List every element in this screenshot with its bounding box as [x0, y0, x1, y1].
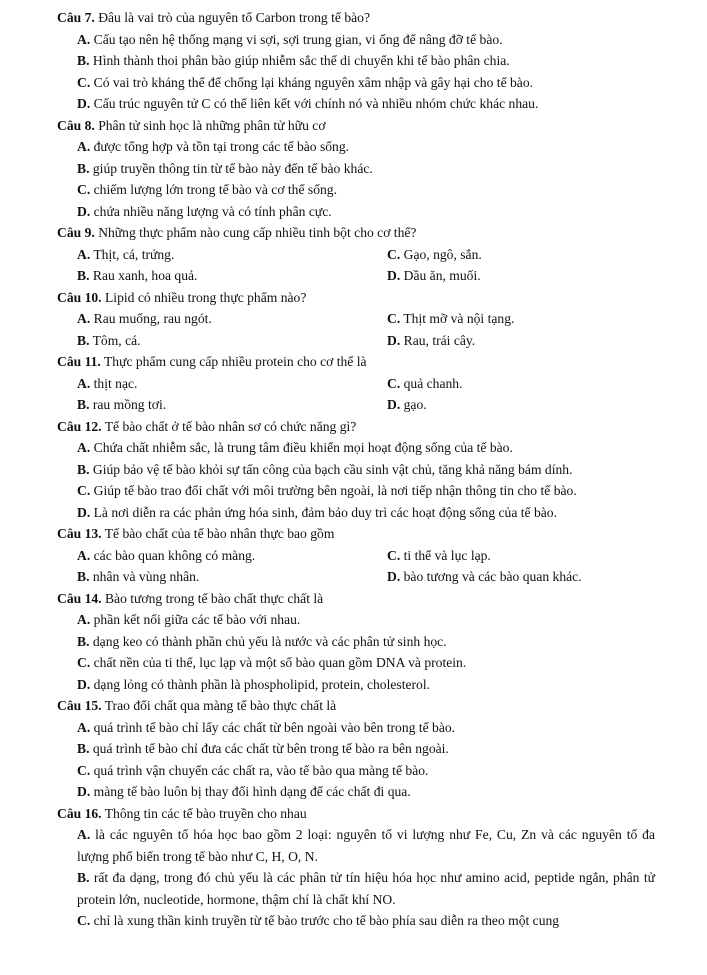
answer-option — [0, 437, 707, 459]
option-letter: A. — [77, 31, 91, 47]
question-number: Câu 10. — [57, 289, 102, 305]
option-text: là các nguyên tố hóa học bao gồm 2 loại: nguyên tố vi lượng như Fe, Cu, Zn và các nguyên tố đa lượng phổ biến trong tế bào như C, H, O, N. — [77, 827, 655, 864]
question-number: Câu 15. — [57, 698, 102, 713]
question-block — [0, 115, 707, 223]
option-text: nhân và vùng nhân. — [92, 569, 200, 584]
question-stem — [0, 588, 707, 610]
option-letter: C. — [77, 74, 91, 90]
question-stem — [0, 222, 707, 244]
question-text: Đâu là vai trò của nguyên tố Carbon trong tế bào? — [98, 10, 370, 25]
option-letter: D. — [77, 203, 91, 219]
option-text: chỉ là xung thần kinh truyền từ tế bào trước cho tế bào phía sau diễn ra theo một cung — [93, 913, 560, 928]
answer-option — [0, 652, 707, 674]
question-text: Thực phẩm cung cấp nhiều protein cho cơ thể là — [103, 354, 367, 369]
answer-option — [0, 72, 707, 94]
answer-option — [0, 910, 707, 932]
answer-option — [0, 674, 707, 696]
option-text: dạng lỏng có thành phần là phospholipid, protein, cholesterol. — [93, 676, 431, 692]
question-text: Tế bào chất của tế bào nhân thực bao gồm — [104, 526, 335, 541]
option-letter: B. — [77, 268, 90, 283]
option-letter: D. — [77, 676, 91, 692]
option-text: thịt nạc. — [93, 375, 138, 391]
option-letter: D. — [77, 96, 91, 111]
option-letter: B. — [77, 741, 90, 756]
option-letter: A. — [77, 547, 91, 563]
answer-option — [0, 781, 707, 803]
question-block — [0, 588, 707, 696]
option-letter: D. — [387, 332, 401, 348]
option-letter: B. — [77, 397, 90, 412]
option-text: quá trình tế bào chỉ đưa các chất từ bên trong tế bào ra bên ngoài. — [92, 741, 449, 756]
option-text: quả chanh. — [403, 375, 463, 391]
option-text: Giúp bảo vệ tế bào khỏi sự tấn công của bạch cầu sinh vật chủ, tăng khả năng bám dính. — [92, 461, 573, 477]
answer-option — [77, 244, 387, 266]
option-text: gạo. — [403, 397, 427, 412]
answer-option — [77, 265, 387, 287]
option-letter: D. — [387, 268, 401, 283]
answer-option — [387, 566, 707, 588]
option-letter: B. — [77, 332, 90, 348]
option-text: bào tương và các bào quan khác. — [403, 569, 582, 584]
option-text: Cấu tạo nên hệ thống mạng vi sợi, sợi trung gian, vi ống để nâng đỡ tế bào. — [93, 31, 503, 47]
option-row — [0, 545, 707, 567]
question-number: Câu 9. — [57, 225, 95, 240]
answer-option — [387, 373, 707, 395]
option-text: được tổng hợp và tồn tại trong các tế bào sống. — [93, 139, 350, 154]
question-block — [0, 287, 707, 352]
option-letter: C. — [387, 375, 401, 391]
answer-option — [0, 201, 707, 223]
option-letter: C. — [77, 182, 91, 197]
option-letter: C. — [77, 913, 91, 928]
option-text: chất nền của ti thể, lục lạp và một số bào quan gồm DNA và protein. — [93, 655, 467, 670]
question-text: Thông tin các tế bào truyền cho nhau — [104, 805, 307, 821]
question-number: Câu 16. — [57, 805, 102, 821]
option-letter: B. — [77, 53, 90, 68]
option-row — [0, 566, 707, 588]
option-letter: D. — [77, 504, 91, 520]
option-row — [0, 308, 707, 330]
question-stem — [0, 351, 707, 373]
question-block — [0, 416, 707, 524]
option-letter: B. — [77, 160, 90, 176]
answer-option — [77, 308, 387, 330]
option-letter: C. — [77, 655, 91, 670]
question-number: Câu 8. — [57, 117, 95, 133]
option-text: Hình thành thoi phân bào giúp nhiễm sắc thể di chuyển khi tế bào phân chia. — [92, 53, 510, 68]
answer-option — [0, 502, 707, 524]
option-row — [0, 265, 707, 287]
option-letter: A. — [77, 139, 91, 154]
answer-option — [0, 609, 707, 631]
answer-option — [0, 50, 707, 72]
answer-option — [77, 394, 387, 416]
question-stem — [0, 287, 707, 309]
answer-option — [0, 480, 707, 502]
answer-option — [387, 330, 707, 352]
option-text: quá trình tế bào chỉ lấy các chất từ bên ngoài vào bên trong tế bào. — [93, 719, 456, 735]
question-text: Những thực phẩm nào cung cấp nhiều tinh bột cho cơ thể? — [98, 225, 417, 240]
answer-option — [0, 179, 707, 201]
question-stem — [0, 803, 707, 825]
option-letter: C. — [387, 246, 401, 262]
question-text: Lipid có nhiều trong thực phẩm nào? — [104, 289, 307, 305]
option-text: Rau, trái cây. — [403, 332, 476, 348]
question-number: Câu 11. — [57, 354, 101, 369]
answer-option — [0, 136, 707, 158]
answer-option — [77, 330, 387, 352]
option-letter: B. — [77, 870, 90, 885]
option-letter: A. — [77, 311, 91, 326]
answer-option — [387, 308, 707, 330]
answer-option — [0, 824, 707, 867]
option-letter: D. — [387, 397, 401, 412]
answer-option — [0, 717, 707, 739]
question-block — [0, 7, 707, 115]
answer-option — [0, 29, 707, 51]
question-block — [0, 351, 707, 416]
option-text: Gạo, ngô, sắn. — [403, 246, 482, 262]
option-letter: A. — [77, 246, 91, 262]
question-number: Câu 13. — [57, 526, 102, 541]
option-text: ti thể và lục lạp. — [403, 547, 491, 563]
answer-option — [387, 265, 707, 287]
option-text: Rau muống, rau ngót. — [93, 311, 212, 326]
question-text: Phân tử sinh học là những phân tử hữu cơ — [98, 117, 326, 133]
quiz-document — [0, 7, 707, 932]
option-letter: B. — [77, 569, 90, 584]
option-letter: A. — [77, 827, 91, 842]
answer-option — [77, 566, 387, 588]
option-letter: B. — [77, 633, 90, 649]
answer-option — [387, 394, 707, 416]
option-letter: C. — [387, 311, 401, 326]
question-block — [0, 803, 707, 932]
option-text: rất đa dạng, trong đó chủ yếu là các phân tử tín hiệu hóa học như amino acid, peptide ngắn, phân tử protein lớn, nucleotide, hormone, thậm chí là chất khí NO. — [77, 870, 655, 907]
option-letter: B. — [77, 461, 90, 477]
option-text: Thịt, cá, trứng. — [93, 246, 175, 262]
option-text: phần kết nối giữa các tế bào với nhau. — [93, 612, 301, 627]
question-number: Câu 7. — [57, 10, 95, 25]
option-text: Có vai trò kháng thể để chống lại kháng nguyên xâm nhập và gây hại cho tế bào. — [93, 74, 534, 90]
question-stem — [0, 7, 707, 29]
option-letter: D. — [387, 569, 401, 584]
answer-option — [0, 158, 707, 180]
question-block — [0, 222, 707, 287]
answer-option — [0, 631, 707, 653]
option-text: dạng keo có thành phần chủ yếu là nước và các phân tử sinh học. — [92, 633, 447, 649]
option-text: rau mồng tơi. — [92, 397, 167, 412]
answer-option — [387, 244, 707, 266]
option-row — [0, 330, 707, 352]
answer-option — [0, 760, 707, 782]
option-text: giúp truyền thông tin từ tế bào này đến tế bào khác. — [92, 160, 373, 176]
question-stem — [0, 115, 707, 137]
question-text: Bào tương trong tế bào chất thực chất là — [104, 590, 324, 606]
answer-option — [0, 93, 707, 115]
question-stem — [0, 523, 707, 545]
option-letter: C. — [387, 547, 401, 563]
option-letter: A. — [77, 612, 91, 627]
option-text: màng tế bào luôn bị thay đổi hình dạng để các chất đi qua. — [93, 784, 411, 799]
option-row — [0, 373, 707, 395]
answer-option — [0, 867, 707, 910]
question-stem — [0, 695, 707, 717]
option-letter: C. — [77, 762, 91, 778]
answer-option — [0, 459, 707, 481]
option-row — [0, 244, 707, 266]
option-text: Giúp tế bào trao đổi chất với môi trường bên ngoài, là nơi tiếp nhận thông tin cho tế bào. — [93, 483, 577, 498]
question-block — [0, 523, 707, 588]
option-text: Rau xanh, hoa quả. — [92, 268, 198, 283]
option-text: Là nơi diễn ra các phản ứng hóa sinh, đảm bảo duy trì các hoạt động sống của tế bào. — [93, 504, 558, 520]
answer-option — [0, 738, 707, 760]
option-text: Tôm, cá. — [92, 332, 141, 348]
option-text: các bào quan không có màng. — [93, 547, 256, 563]
option-letter: D. — [77, 784, 91, 799]
answer-option — [77, 373, 387, 395]
answer-option — [77, 545, 387, 567]
option-text: chiếm lượng lớn trong tế bào và cơ thể sống. — [93, 182, 337, 197]
question-stem — [0, 416, 707, 438]
option-letter: C. — [77, 483, 91, 498]
answer-option — [387, 545, 707, 567]
option-letter: A. — [77, 440, 91, 455]
option-text: quá trình vận chuyển các chất ra, vào tế bào qua màng tế bào. — [93, 762, 429, 778]
option-text: Dầu ăn, muối. — [403, 268, 481, 283]
option-row — [0, 394, 707, 416]
option-text: Thịt mỡ và nội tạng. — [403, 311, 515, 326]
option-text: Cấu trúc nguyên tử C có thể liên kết với chính nó và nhiều nhóm chức khác nhau. — [93, 96, 539, 111]
option-text: Chứa chất nhiễm sắc, là trung tâm điều khiển mọi hoạt động sống của tế bào. — [93, 440, 513, 455]
option-letter: A. — [77, 719, 91, 735]
option-letter: A. — [77, 375, 91, 391]
option-text: chứa nhiều năng lượng và có tính phân cực. — [93, 203, 332, 219]
question-number: Câu 12. — [57, 418, 102, 434]
question-text: Trao đổi chất qua màng tế bào thực chất là — [104, 698, 337, 713]
question-number: Câu 14. — [57, 590, 102, 606]
question-text: Tế bào chất ở tế bào nhân sơ có chức năng gì? — [104, 418, 357, 434]
question-block — [0, 695, 707, 803]
